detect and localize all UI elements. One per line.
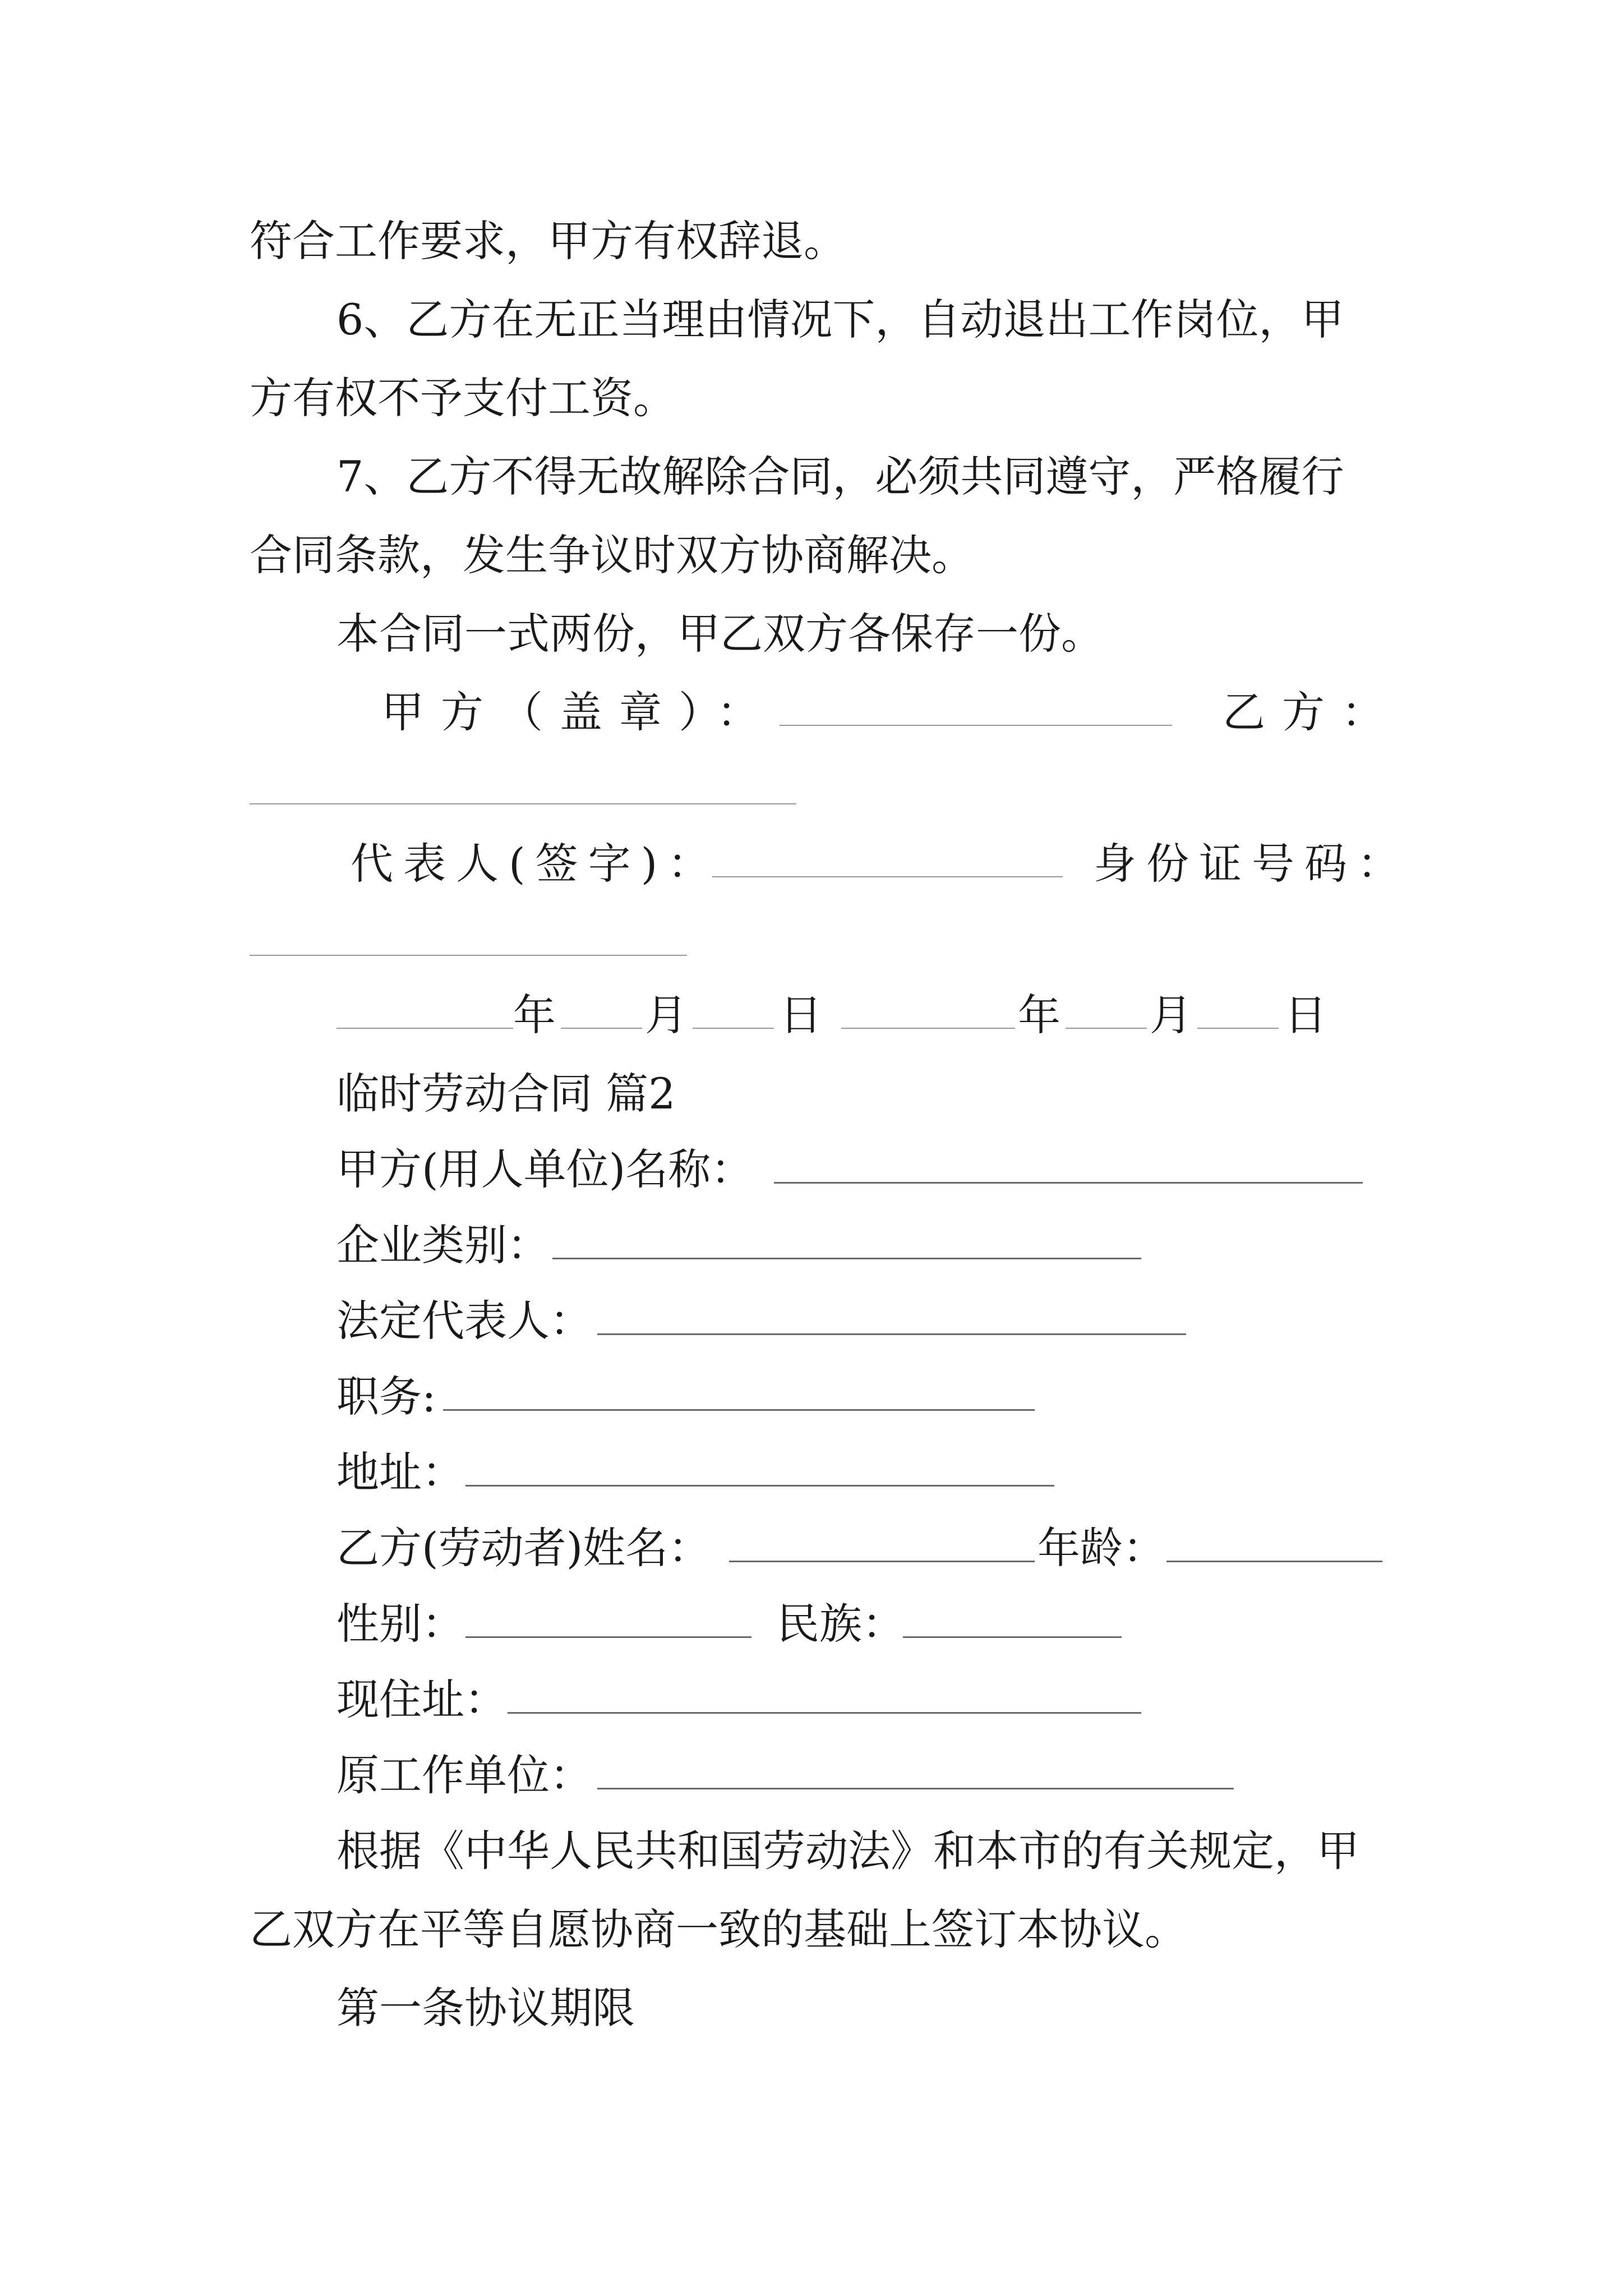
month-b-label: 月 — [1150, 990, 1192, 1040]
worker-name-label: 乙方(劳动者)姓名： — [336, 1523, 711, 1573]
clause-7-line-2 — [0, 516, 1623, 595]
text-line: 符合工作要求，甲方有权辞退。 — [250, 216, 846, 266]
legal-rep-label: 法定代表人： — [336, 1296, 592, 1346]
day-a-blank[interactable] — [693, 1028, 774, 1029]
article-heading: 第一条协议期限 — [336, 1983, 635, 2033]
text-line: 6、乙方在无正当理由情况下，自动退出工作岗位，甲 — [336, 295, 1344, 344]
basis-line-1 — [0, 1812, 1623, 1890]
month-a-label: 月 — [645, 990, 688, 1040]
position-blank[interactable] — [443, 1409, 1035, 1411]
legal-rep-row — [0, 1282, 1623, 1360]
age-blank[interactable] — [1166, 1561, 1382, 1562]
text-line: 根据《中华人民共和国劳动法》和本市的有关规定，甲 — [336, 1826, 1359, 1876]
signature-date-row — [0, 976, 1623, 1055]
clause-6-line-1 — [0, 280, 1623, 359]
gender-blank[interactable] — [465, 1636, 751, 1638]
text-line: 乙双方在平等自愿协商一致的基础上签订本协议。 — [250, 1904, 1187, 1954]
former-employer-row — [0, 1736, 1623, 1815]
year-b-label: 年 — [1018, 990, 1061, 1040]
month-b-blank[interactable] — [1066, 1028, 1147, 1029]
company-type-blank[interactable] — [552, 1258, 1141, 1259]
employer-name-row — [0, 1130, 1623, 1209]
representative-label: 代表人(签字)： — [351, 839, 721, 889]
employer-name-blank[interactable] — [774, 1182, 1363, 1184]
id-number-blank[interactable] — [250, 955, 687, 956]
representative-blank[interactable] — [712, 876, 1063, 877]
signature-row-parties — [0, 673, 1623, 752]
year-b-blank[interactable] — [841, 1028, 1015, 1029]
party-a-seal-label: 甲方（盖章）： — [381, 687, 776, 737]
text-line: 本合同一式两份，甲乙双方各保存一份。 — [336, 609, 1104, 659]
section-title: 临时劳动合同 篇2 — [336, 1069, 676, 1119]
address-row — [0, 1433, 1623, 1512]
party-b-label: 乙方： — [1223, 687, 1401, 737]
employer-name-label: 甲方(用人单位)名称： — [336, 1144, 754, 1194]
text-line: 7、乙方不得无故解除合同，必须共同遵守，严格履行 — [336, 452, 1344, 501]
ethnicity-label: 民族： — [777, 1599, 905, 1649]
party-a-seal-blank[interactable] — [780, 725, 1172, 726]
current-address-blank[interactable] — [508, 1712, 1141, 1714]
company-type-row — [0, 1206, 1623, 1285]
gender-row — [0, 1585, 1623, 1663]
day-b-label: 日 — [1284, 990, 1327, 1040]
copies-clause — [0, 595, 1623, 673]
age-label: 年龄： — [1038, 1523, 1165, 1573]
position-label: 职务: — [336, 1372, 436, 1421]
worker-name-row — [0, 1509, 1623, 1588]
text-line: 方有权不予支付工资。 — [250, 373, 676, 423]
former-employer-label: 原工作单位： — [336, 1750, 592, 1800]
clause-6-line-2 — [0, 359, 1623, 438]
ethnicity-blank[interactable] — [903, 1636, 1122, 1638]
day-a-label: 日 — [780, 990, 822, 1040]
company-type-label: 企业类别： — [336, 1220, 550, 1270]
worker-name-blank[interactable] — [729, 1561, 1035, 1562]
paragraph-continuation — [0, 202, 1623, 280]
current-address-row — [0, 1660, 1623, 1739]
position-row — [0, 1358, 1623, 1436]
signature-row-representative — [0, 825, 1623, 903]
section-2-title — [0, 1055, 1623, 1133]
year-a-blank[interactable] — [336, 1028, 513, 1029]
legal-rep-blank[interactable] — [597, 1333, 1186, 1335]
gender-label: 性别： — [336, 1599, 464, 1649]
id-number-label: 身份证号码： — [1094, 839, 1410, 889]
current-address-label: 现住址： — [336, 1674, 507, 1724]
basis-line-2 — [0, 1890, 1623, 1969]
article-1-heading — [0, 1969, 1623, 2047]
clause-7-line-1 — [0, 438, 1623, 516]
text-line: 合同条款，发生争议时双方协商解决。 — [250, 530, 974, 580]
former-employer-blank[interactable] — [597, 1788, 1234, 1789]
address-label: 地址： — [336, 1447, 464, 1497]
address-blank[interactable] — [465, 1485, 1054, 1487]
year-a-label: 年 — [513, 990, 556, 1040]
day-b-blank[interactable] — [1197, 1028, 1279, 1029]
party-b-signature-blank[interactable] — [250, 803, 796, 804]
month-a-blank[interactable] — [561, 1028, 642, 1029]
